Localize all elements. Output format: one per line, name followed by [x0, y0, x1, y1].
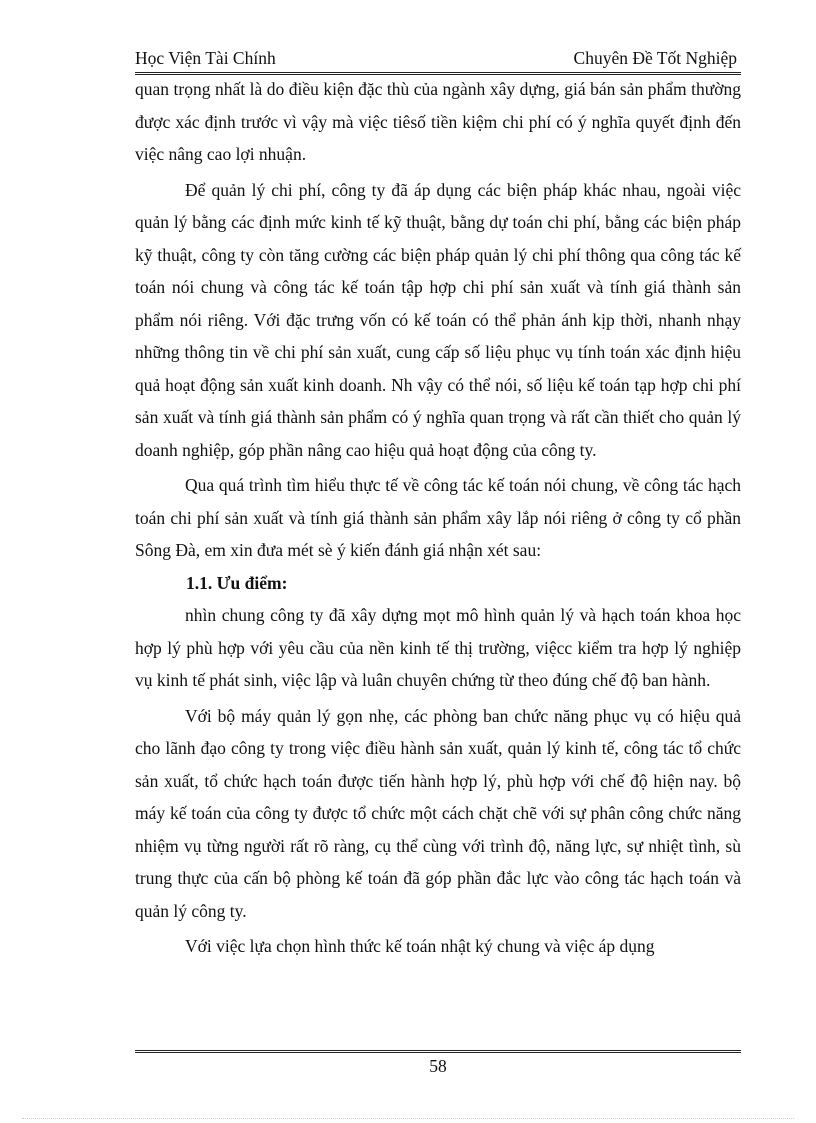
- paragraph-1: quan trọng nhất là do điều kiện đặc thù của ngành xây dựng, giá bán sản phẩm thường được xác định trước vì vậy mà việc tiêsố tiền kiệm chi phí có ý nghĩa quyết định đến việc nâng cao lợi nhuận.: [135, 79, 741, 164]
- header-institution: Học Viện Tài Chính: [135, 48, 276, 68]
- header-document-type: Chuyên Đề Tốt Nghiệp: [573, 48, 737, 68]
- paragraph-5: Với bộ máy quản lý gọn nhẹ, các phòng ban chức năng phục vụ có hiệu quả cho lãnh đạo công ty trong việc điều hành sản xuất, quản lý kinh tế, công tác tổ chức sản xuất, tổ chức hạch toán được tiến hành hợp lý, phù hợp với chế độ hiện nay. bộ máy kế toán của công ty được tổ chức một cách chặt chẽ với sự phân công chức năng nhiệm vụ từng người rất rõ ràng, cụ thể cùng với trình độ, năng lực, sự nhiệt tình, sù trung thực của cấn bộ phòng kế toán đã góp phần đắc lực vào công tác hạch toán và quản lý công ty.: [135, 705, 741, 921]
- page-header: [135, 48, 741, 72]
- paragraph-4: nhìn chung công ty đã xây dựng mọt mô hình quản lý và hạch toán khoa học hợp lý phù hợp với yêu cầu của nền kinh tế thị trường, việcc kiểm tra hợp lý nghiệp vụ kinh tế phát sinh, việc lập và luân chuyên chứng từ theo đúng chế độ ban hành.: [135, 605, 741, 690]
- page-number: 58: [429, 1056, 447, 1076]
- paragraph-2: Để quản lý chi phí, công ty đã áp dụng các biện pháp khác nhau, ngoài việc quản lý bằng các định mức kinh tế kỹ thuật, bằng dự toán chi phí, bằng các biện pháp kỹ thuật, công ty còn tăng cường các biện pháp quản lý chi phí thông qua công tác kế toán nói chung và công tác kế toán tập hợp chi phí sản xuất và tính giá thành sản phẩm nói riêng. Với đặc trưng vốn có kế toán có thể phản ánh kịp thời, nhanh nhạy những thông tin về chi phí sản xuất, cung cấp số liệu phục vụ tính toán xác định hiệu quả hoạt động sản xuất kinh doanh. Nh vậy có thể nói, số liệu kế toán tạp hợp chi phí sản xuất và tính giá thành sản phẩm có ý nghĩa quan trọng và rất cần thiết cho quản lý doanh nghiệp, góp phần nâng cao hiệu quả hoạt động của công ty.: [135, 179, 741, 460]
- page-edge-divider: [22, 1118, 794, 1119]
- paragraph-3: Qua quá trình tìm hiểu thực tế về công tác kế toán nói chung, về công tác hạch toán chi phí sản xuất và tính giá thành sản phẩm xây lắp nói riêng ở công ty cổ phần Sông Đà, em xin đưa mét sè ý kiến đánh giá nhận xét sau:: [135, 475, 741, 560]
- paragraph-6: Với việc lựa chọn hình thức kế toán nhật ký chung và việc áp dụng: [185, 936, 655, 956]
- footer-divider: [135, 1050, 741, 1053]
- document-body: [135, 73, 741, 963]
- section-heading: 1.1. Ưu điểm:: [186, 572, 288, 593]
